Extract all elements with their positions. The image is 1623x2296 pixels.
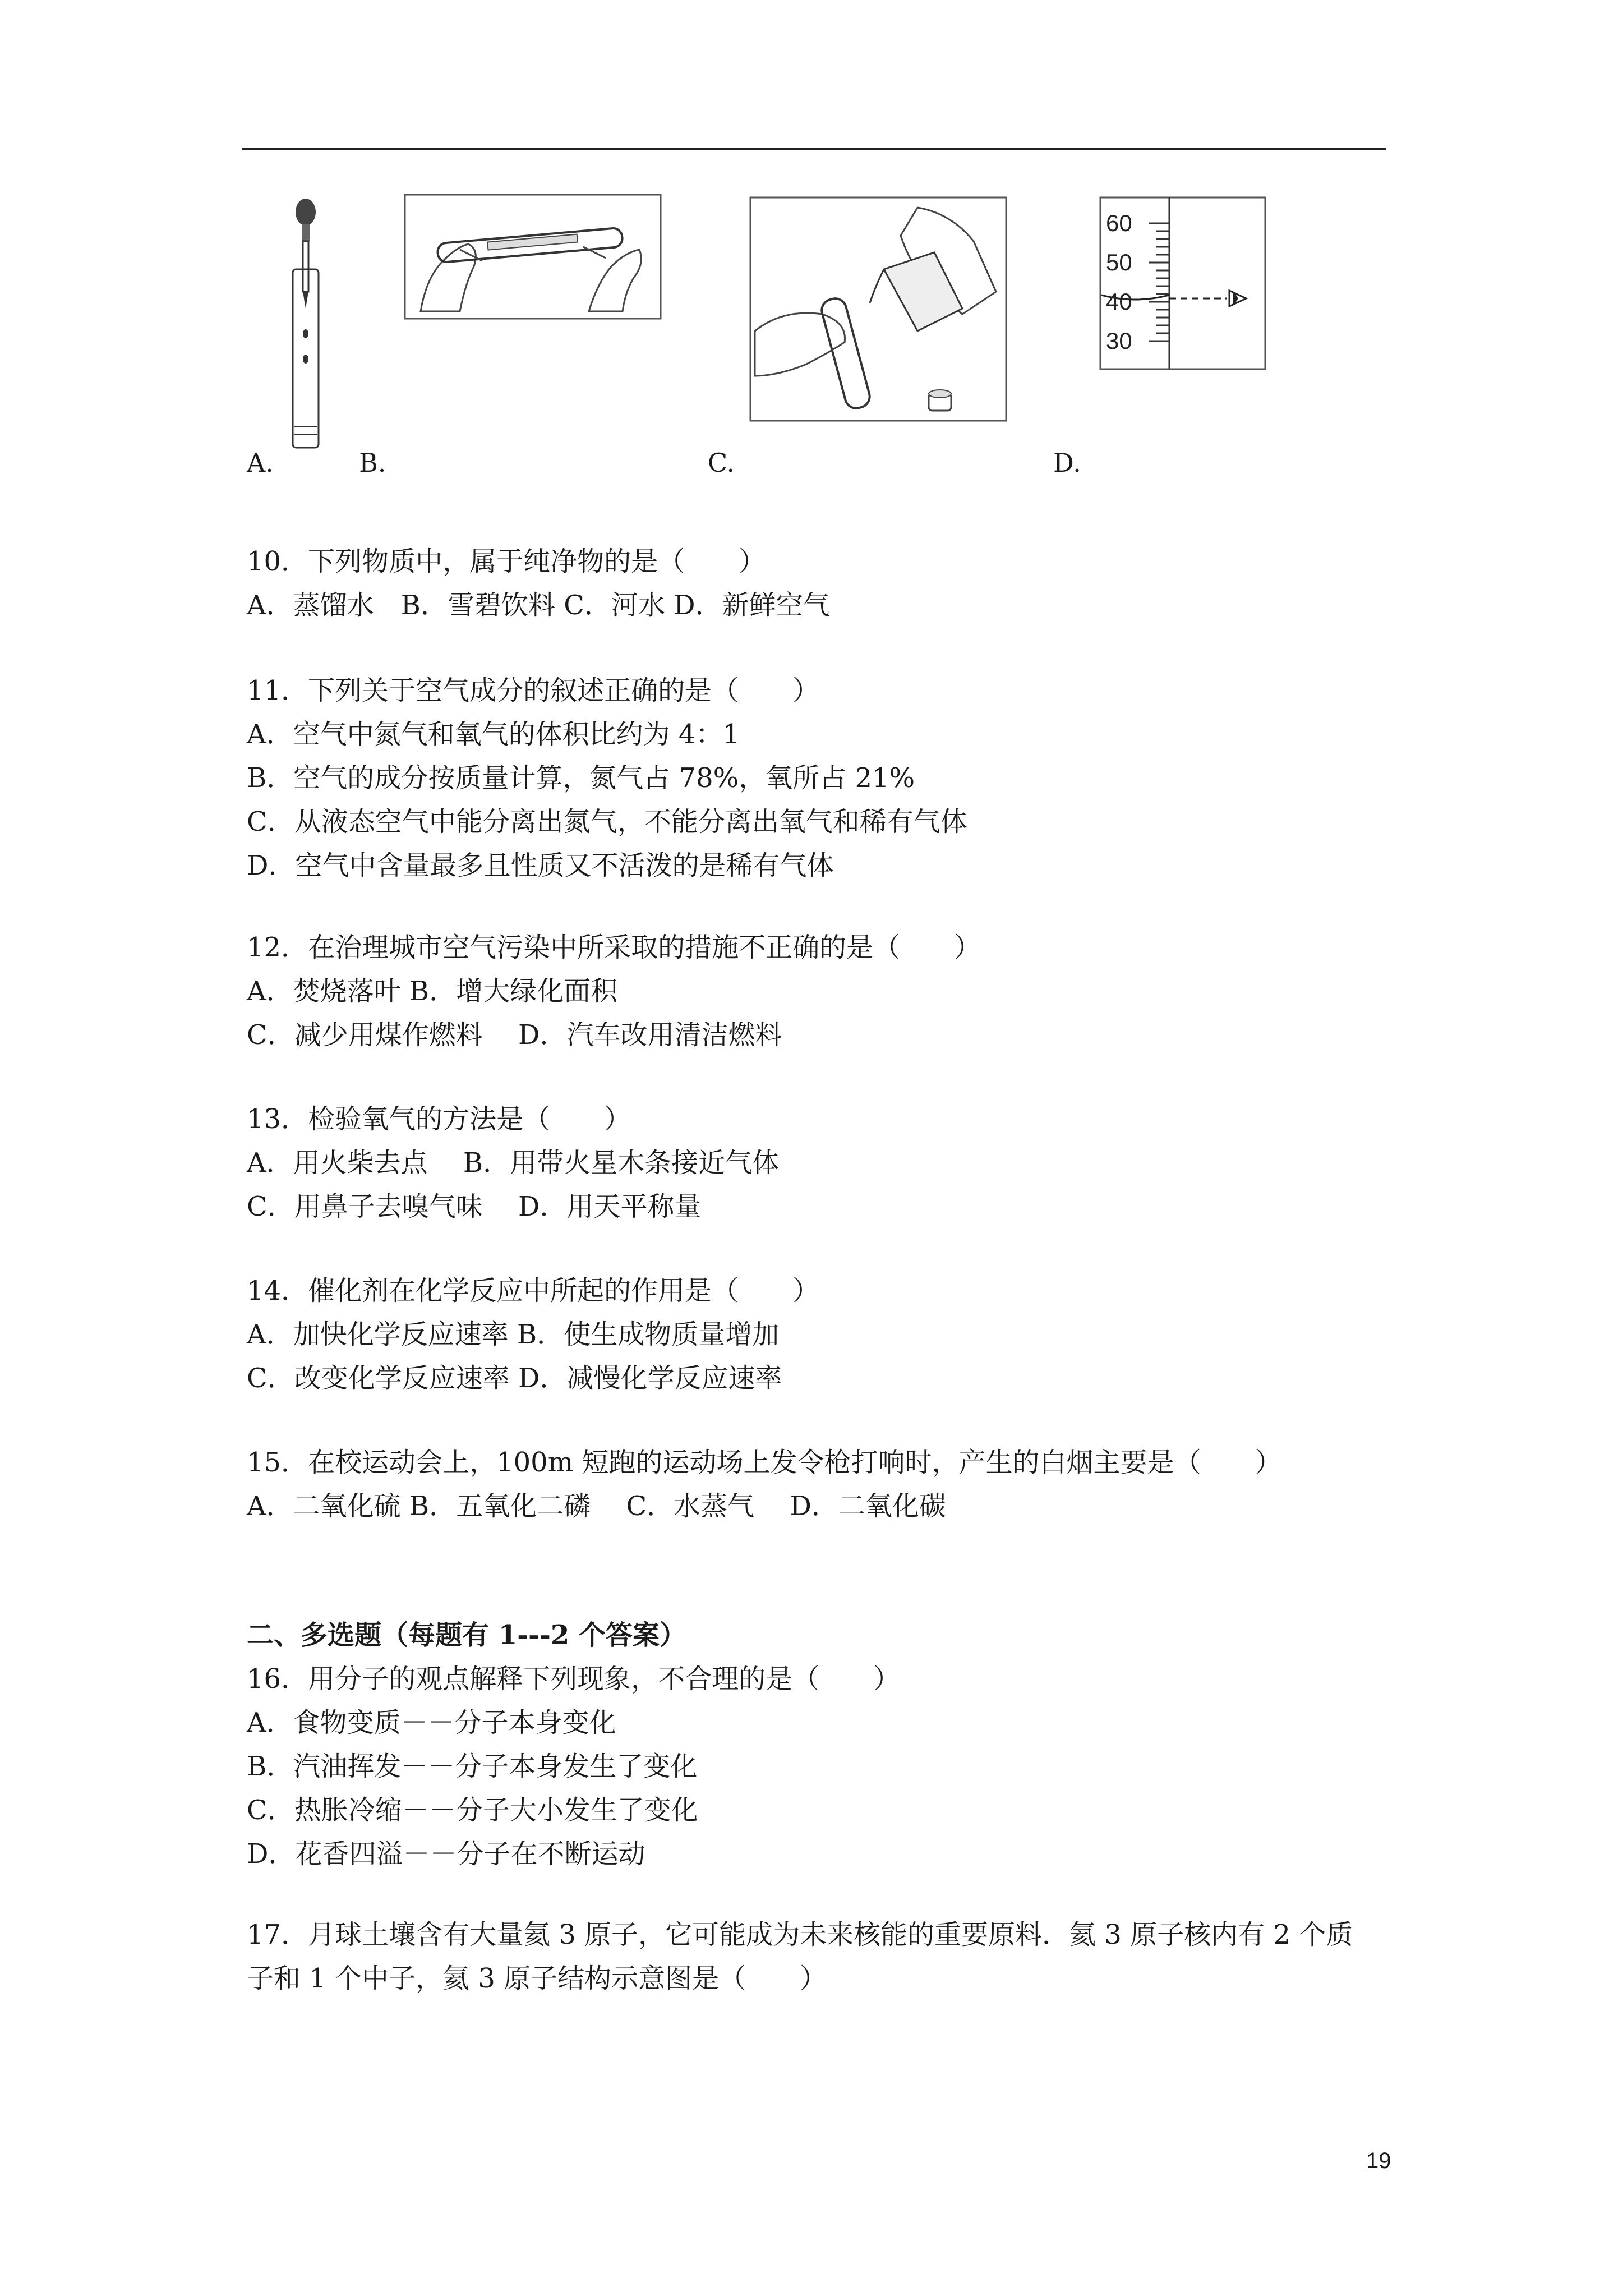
question-12 <box>247 926 981 1057</box>
cylinder-tick-40: 40 <box>1106 288 1132 315</box>
question-option: C．从液态空气中能分离出氮气，不能分离出氧气和稀有气体 <box>247 806 967 838</box>
cylinder-tick-60: 60 <box>1106 210 1132 236</box>
question-option: A．蒸馏水 B．雪碧饮料 C．河水 D．新鲜空气 <box>247 590 830 621</box>
question-option: A．二氧化硫 B．五氧化二磷 C．水蒸气 D．二氧化碳 <box>247 1490 946 1522</box>
question-17 <box>247 1913 1353 2000</box>
section-2 <box>247 1613 900 1876</box>
question-option: B．空气的成分按质量计算，氮气占 78%，氧所占 21% <box>247 762 915 794</box>
question-option: B．汽油挥发－－分子本身发生了变化 <box>247 1751 698 1782</box>
cylinder-tick-50: 50 <box>1106 249 1132 275</box>
question-option: A．用火柴去点 B．用带火星木条接近气体 <box>247 1147 780 1179</box>
cylinder-tick-30: 30 <box>1106 328 1132 354</box>
question-10 <box>247 540 830 627</box>
figure-label-c: C. <box>708 448 735 478</box>
figure-label-d: D. <box>1053 448 1081 478</box>
question-14 <box>247 1269 819 1400</box>
page-number: 19 <box>1366 2148 1391 2173</box>
question-stem: 15．在校运动会上，100m 短跑的运动场上发令枪打响时，产生的白烟主要是（ ） <box>247 1447 1282 1478</box>
question-stem-line: 17．月球土壤含有大量氦 3 原子，它可能成为未来核能的重要原料．氦 3 原子核内有 2 个质 <box>247 1919 1353 1950</box>
figure-label-a: A. <box>247 448 274 478</box>
figure-c-pouring-liquid <box>749 196 1007 422</box>
question-option: A．焚烧落叶 B．增大绿化面积 <box>247 976 618 1007</box>
question-option: D．花香四溢－－分子在不断运动 <box>247 1838 645 1870</box>
question-stem: 11．下列关于空气成分的叙述正确的是（ ） <box>247 675 820 706</box>
question-15 <box>247 1441 1281 1528</box>
question-option: C．减少用煤作燃料 D．汽车改用清洁燃料 <box>247 1019 782 1051</box>
section-heading: 二、多选题（每题有 1---2 个答案） <box>247 1619 686 1651</box>
question-option: D．空气中含量最多且性质又不活泼的是稀有气体 <box>247 850 834 881</box>
figure-a-dropper <box>280 196 331 454</box>
question-option: A．加快化学反应速率 B．使生成物质量增加 <box>247 1319 780 1350</box>
figure-d-cylinder-reading <box>1099 196 1266 370</box>
question-stem: 10．下列物质中，属于纯净物的是（ ） <box>247 546 766 577</box>
question-option: A．食物变质－－分子本身变化 <box>247 1707 616 1738</box>
question-option: C．用鼻子去嗅气味 D．用天平称量 <box>247 1191 702 1222</box>
question-option: A．空气中氮气和氧气的体积比约为 4：1 <box>247 719 740 750</box>
question-stem-line: 子和 1 个中子，氦 3 原子结构示意图是（ ） <box>247 1963 827 1994</box>
figure-label-b: B. <box>359 448 386 478</box>
question-13 <box>247 1097 779 1228</box>
question-stem: 14．催化剂在化学反应中所起的作用是（ ） <box>247 1275 820 1306</box>
question-11 <box>247 669 967 887</box>
header-rule <box>242 148 1386 150</box>
question-option: C．改变化学反应速率 D．减慢化学反应速率 <box>247 1363 782 1394</box>
question-stem: 12．在治理城市空气污染中所采取的措施不正确的是（ ） <box>247 932 981 963</box>
figure-b-hands-test-tube <box>404 194 662 320</box>
question-stem: 16．用分子的观点解释下列现象，不合理的是（ ） <box>247 1663 901 1695</box>
question-stem: 13．检验氧气的方法是（ ） <box>247 1103 631 1135</box>
question-option: C．热胀冷缩－－分子大小发生了变化 <box>247 1795 698 1826</box>
